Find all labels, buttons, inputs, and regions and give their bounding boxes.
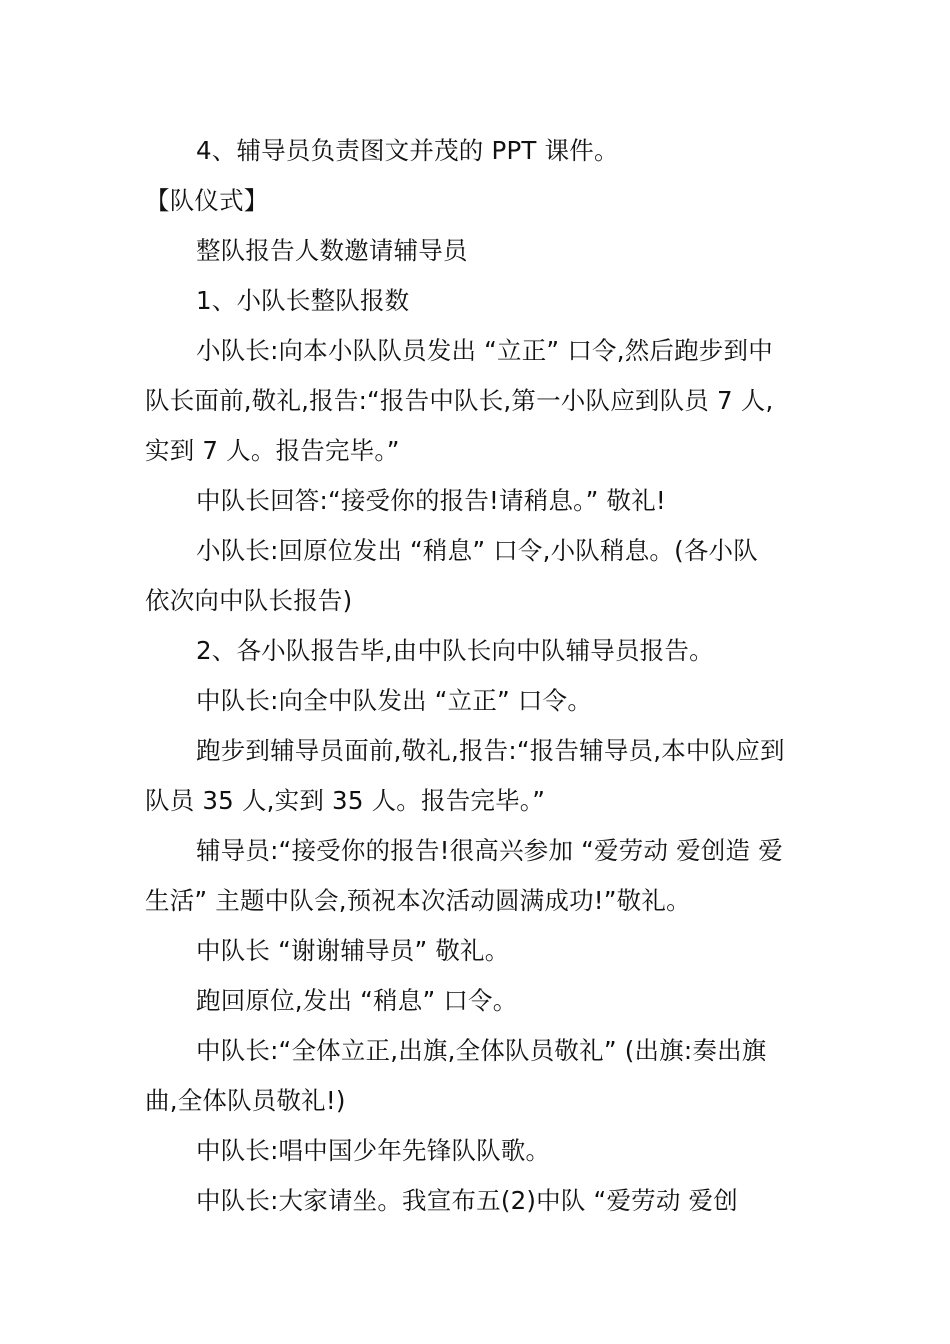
paragraph-line-counselor-reply-2: 生活” 主题中队会,预祝本次活动圆满成功!”敬礼。 <box>145 886 691 915</box>
paragraph-line-step-1: 1、小队长整队报数 <box>196 286 410 315</box>
section-heading-team-ceremony: 【队仪式】 <box>145 186 269 215</box>
paragraph-line-assembly-report: 整队报告人数邀请辅导员 <box>196 236 468 265</box>
paragraph-line-squad-leader-2: 队长面前,敬礼,报告:“报告中队长,第一小队应到队员 7 人, <box>145 386 774 415</box>
paragraph-line-flag-ceremony-2: 曲,全体队员敬礼!) <box>145 1086 346 1115</box>
paragraph-line-captain-reply: 中队长回答:“接受你的报告!请稍息。” 敬礼! <box>196 486 666 515</box>
paragraph-line-squad-return-2: 依次向中队长报告) <box>145 586 353 615</box>
paragraph-line-squad-leader-3: 实到 7 人。报告完毕。” <box>145 436 400 465</box>
paragraph-line-captain-attention: 中队长:向全中队发出 “立正” 口令。 <box>196 686 593 715</box>
paragraph-line-report-counselor-2: 队员 35 人,实到 35 人。报告完毕。” <box>145 786 546 815</box>
paragraph-line-squad-leader-1: 小队长:向本小队队员发出 “立正” 口令,然后跑步到中 <box>196 336 773 365</box>
paragraph-line-thanks-counselor: 中队长 “谢谢辅导员” 敬礼。 <box>196 936 510 965</box>
paragraph-line-announcement: 中队长:大家请坐。我宣布五(2)中队 “爱劳动 爱创 <box>196 1186 738 1215</box>
paragraph-line-ppt-courseware: 4、辅导员负责图文并茂的 PPT 课件。 <box>196 136 619 165</box>
paragraph-line-step-2: 2、各小队报告毕,由中队长向中队辅导员报告。 <box>196 636 714 665</box>
paragraph-line-return-position: 跑回原位,发出 “稍息” 口令。 <box>196 986 518 1015</box>
paragraph-line-report-counselor-1: 跑步到辅导员面前,敬礼,报告:“报告辅导员,本中队应到 <box>196 736 785 765</box>
paragraph-line-squad-return-1: 小队长:回原位发出 “稍息” 口令,小队稍息。(各小队 <box>196 536 758 565</box>
paragraph-line-counselor-reply-1: 辅导员:“接受你的报告!很高兴参加 “爱劳动 爱创造 爱 <box>196 836 783 865</box>
paragraph-line-flag-ceremony-1: 中队长:“全体立正,出旗,全体队员敬礼” (出旗:奏出旗 <box>196 1036 767 1065</box>
paragraph-line-team-song: 中队长:唱中国少年先锋队队歌。 <box>196 1136 551 1165</box>
